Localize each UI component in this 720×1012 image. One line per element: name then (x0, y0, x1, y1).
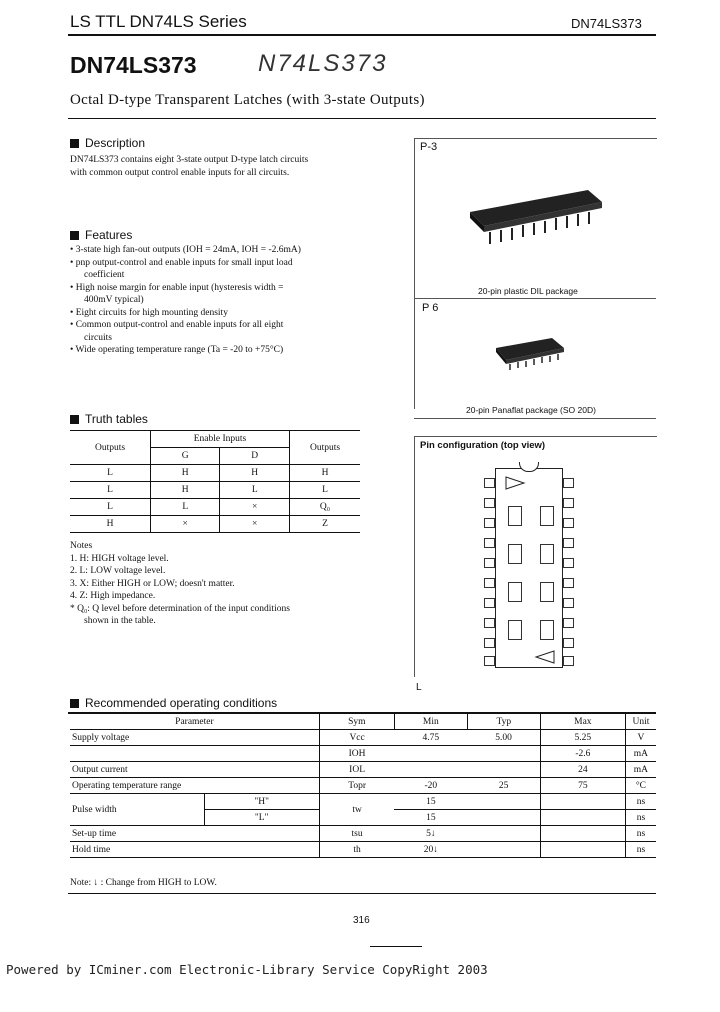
tt-header-enable: Enable Inputs (151, 431, 290, 448)
pin-3 (484, 518, 495, 528)
feature-item: circuits (84, 332, 112, 343)
series-title: LS TTL DN74LS Series (70, 12, 247, 31)
tt-header-outputs: Outputs (70, 431, 151, 465)
panaflat-package-image (490, 330, 570, 376)
tt-header-out: Outputs (290, 431, 361, 465)
table-row: Output current IOL 24 mA (70, 762, 656, 778)
latch-block (508, 506, 522, 526)
pin-7 (484, 598, 495, 608)
latch-block (540, 506, 554, 526)
part-number-top-right: DN74LS373 (571, 16, 642, 31)
dil-package-image (460, 172, 608, 250)
pin-15 (563, 578, 574, 588)
note-item: * Q₀: Q level before determination of the input conditions (70, 603, 290, 614)
latch-block (508, 544, 522, 564)
pin-4 (484, 538, 495, 548)
pin-6 (484, 578, 495, 588)
note-item: 1. H: HIGH voltage level. (70, 553, 169, 564)
table-row: L H H H (70, 465, 360, 482)
pin-12 (563, 638, 574, 648)
pin-19 (563, 498, 574, 508)
roc-bottom-rule (68, 893, 656, 894)
table-row: Hold time th 20↓ ns (70, 842, 656, 858)
note-item: 3. X: Either HIGH or LOW; doesn't matter. (70, 578, 235, 589)
pin-2 (484, 498, 495, 508)
feature-item: • pnp output-control and enable inputs for small input load (70, 257, 293, 268)
pin-18 (563, 518, 574, 528)
latch-block (540, 544, 554, 564)
package-p3-label: P-3 (420, 141, 438, 153)
latch-block (508, 582, 522, 602)
p6-left-border (414, 299, 415, 409)
roc-heading: Recommended operating conditions (70, 696, 277, 710)
pin-16 (563, 558, 574, 568)
note-item: 4. Z: High impedance. (70, 591, 156, 601)
powered-by-footer: Powered by ICminer.com Electronic-Library Service CopyRight 2003 (6, 962, 488, 977)
pin-20 (563, 478, 574, 488)
tt-header-g: G (151, 448, 220, 465)
description-line: with common output control enable inputs for all circuits. (70, 167, 290, 178)
description-heading: Description (70, 136, 145, 150)
handwritten-annotation: N74LS373 (258, 50, 388, 77)
feature-item: • Common output-control and enable inputs for all eight (70, 320, 284, 330)
truth-table (70, 430, 360, 533)
features-heading: Features (70, 228, 132, 242)
note-item: 2. L: LOW voltage level. (70, 566, 166, 576)
table-row: H × × Z (70, 516, 360, 533)
pin-11 (563, 656, 574, 666)
part-title: DN74LS373 (70, 52, 197, 78)
footer-short-rule (370, 946, 422, 947)
features-list (70, 244, 380, 357)
description-text (70, 154, 410, 179)
table-row: L L × Q₀ (70, 499, 360, 516)
subtitle-rule (68, 118, 656, 119)
package-p6-caption: 20-pin Panaflat package (SO 20D) (466, 405, 596, 415)
page-number: 316 (353, 915, 370, 926)
feature-item: • Wide operating temperature range (Ta = -20 to +75°C) (70, 345, 284, 355)
pin-1 (484, 478, 495, 488)
latch-block (540, 582, 554, 602)
table-row: Supply voltage Vcc 4.75 5.00 5.25 V (70, 730, 656, 746)
pin-14 (563, 598, 574, 608)
note-item: shown in the table. (84, 616, 156, 626)
notes (70, 540, 380, 628)
output-buffer-top (504, 476, 526, 490)
feature-item: 400mV typical) (84, 295, 144, 305)
output-buffer-bottom (534, 650, 556, 664)
feature-item: • Eight circuits for high mounting density (70, 307, 228, 318)
pin-9 (484, 638, 495, 648)
package-p3-caption: 20-pin plastic DIL package (478, 286, 578, 296)
pin-config-corner-mark: L (416, 682, 422, 693)
subtitle: Octal D-type Transparent Latches (with 3-state Outputs) (70, 92, 425, 108)
pin-5 (484, 558, 495, 568)
table-row: IOH -2.6 mA (70, 746, 656, 762)
p3-divider (414, 298, 656, 299)
roc-table (70, 714, 656, 858)
pin-13 (563, 618, 574, 628)
p6-bottom-rule (414, 418, 656, 419)
pin-8 (484, 618, 495, 628)
pin-config-title: Pin configuration (top view) (420, 440, 546, 451)
table-row: Set-up time tsu 5↓ ns (70, 826, 656, 842)
package-p6-label: P 6 (422, 302, 439, 314)
tt-header-d: D (251, 451, 259, 461)
roc-header-row: Parameter Sym Min Typ Max Unit (70, 714, 656, 730)
table-row: Pulse width "H" tw 15 ns (70, 794, 656, 810)
table-row: Operating temperature range Topr -20 25 75 °C (70, 778, 656, 794)
header-rule (68, 34, 656, 36)
roc-note: Note: ↓ : Change from HIGH to LOW. (70, 878, 217, 888)
feature-item: coefficient (84, 270, 125, 280)
truth-table-heading: Truth tables (70, 412, 148, 426)
feature-item: • High noise margin for enable input (hysteresis width = (70, 282, 284, 293)
notes-title: Notes (70, 541, 93, 551)
feature-item: • 3-state high fan-out outputs (IOH = 24mA, IOH = -2.6mA) (70, 245, 301, 255)
table-row: L H L L (70, 482, 360, 499)
table-row: "L" 15 ns (70, 810, 656, 826)
latch-block (508, 620, 522, 640)
pin-17 (563, 538, 574, 548)
pin-10 (484, 656, 495, 666)
latch-block (540, 620, 554, 640)
description-line: DN74LS373 contains eight 3-state output D-type latch circuits (70, 155, 309, 165)
